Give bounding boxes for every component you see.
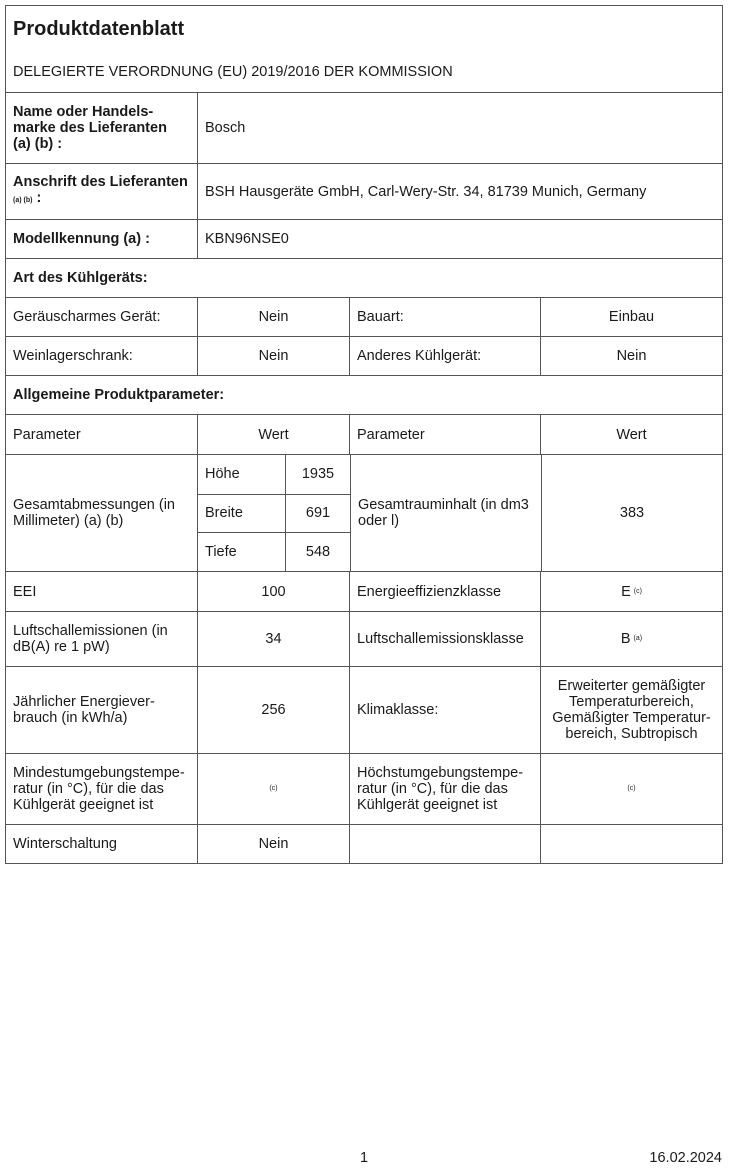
appliance-type-heading-row: [6, 258, 722, 297]
depth-label: Tiefe: [205, 544, 237, 561]
volume-value: 383: [541, 455, 722, 571]
supplier-name-value: Bosch: [197, 93, 722, 163]
dimensions-label: Gesamtabmessungen (in Millimeter) (a) (b): [13, 497, 175, 529]
noise-class-cell: B (a): [540, 612, 722, 666]
page-title: Produktdatenblatt: [13, 18, 185, 40]
max-temp-label: Höchstumgebungstempe-ratur (in °C), für die das Kühlgerät geeignet ist: [349, 754, 540, 824]
document-date: 16.02.2024: [649, 1150, 722, 1166]
col-value-header: Wert: [540, 415, 722, 454]
model-row: [6, 219, 722, 258]
energy-class-value: E: [621, 583, 631, 600]
label-line: [13, 190, 41, 209]
depth-value: 548: [285, 533, 350, 571]
min-temp-label: Mindestumgebungstempe-ratur (in °C), für die das Kühlgerät geeignet ist: [13, 765, 185, 813]
footnote-ref: (a) (b): [13, 197, 33, 204]
design-type-value: Einbau: [540, 298, 722, 336]
general-parameters-heading: Allgemeine Produktparameter:: [13, 387, 225, 403]
col-parameter-header: Parameter: [13, 426, 81, 443]
winter-setting-value: Nein: [197, 825, 349, 863]
climate-class-value: Erweiterter gemäßigter Temperaturbereich, Gemäßigter Temperatur-bereich, Subtropisch: [540, 667, 722, 753]
appliance-type-row: [6, 297, 722, 336]
supplier-name-row: [6, 92, 722, 163]
label-line: marke des Lieferanten: [13, 120, 167, 136]
noise-class-value: B: [620, 631, 631, 647]
width-value: 691: [285, 495, 350, 533]
model-value: KBN96NSE0: [197, 220, 722, 258]
design-type-label: Bauart:: [349, 298, 540, 336]
eei-label: EEI: [13, 583, 37, 600]
volume-label: Gesamtrauminhalt (in dm3 oder l): [350, 455, 541, 571]
dimension-width-row: [198, 494, 350, 533]
winter-setting-label: Winterschaltung: [13, 836, 117, 852]
col-parameter-header: Parameter: [349, 415, 540, 454]
height-label: Höhe: [205, 466, 240, 483]
colon: :: [36, 190, 42, 206]
wine-storage-label: Weinlagerschrank:: [13, 348, 133, 364]
energy-class-label: Energieeffizienzklasse: [349, 572, 540, 611]
model-label: Modellkennung (a) :: [13, 231, 150, 247]
column-header-row: [6, 414, 722, 454]
annual-energy-row: [6, 666, 722, 753]
regulation-subtitle: DELEGIERTE VERORDNUNG (EU) 2019/2016 DER KOMMISSION: [13, 64, 453, 80]
energy-class-cell: E (c): [540, 572, 722, 611]
eei-row: [6, 571, 722, 611]
noise-value: 34: [197, 612, 349, 666]
annual-energy-value: 256: [197, 667, 349, 753]
supplier-name-label: [6, 93, 197, 163]
winter-row: [6, 824, 722, 863]
noise-class-label: Luftschallemissionsklasse: [349, 612, 540, 666]
label-line: (a) (b) :: [13, 136, 63, 152]
annual-energy-label: Jährlicher Energiever-brauch (in kWh/a): [13, 694, 155, 726]
max-temp-value: (c): [540, 754, 722, 824]
title-block: [6, 6, 722, 92]
appliance-type-heading: Art des Kühlgeräts:: [13, 270, 148, 286]
supplier-address-row: [6, 163, 722, 219]
supplier-address-label: [6, 164, 197, 219]
low-noise-label: Geräuscharmes Gerät:: [13, 309, 161, 325]
dimension-height-row: [198, 455, 350, 494]
width-label: Breite: [205, 505, 243, 522]
empty-cell: [540, 825, 722, 863]
other-appliance-value: Nein: [540, 337, 722, 375]
wine-storage-value: Nein: [197, 337, 349, 375]
dimensions-row: [6, 454, 722, 571]
empty-cell: [349, 825, 540, 863]
low-noise-value: Nein: [197, 298, 349, 336]
other-appliance-label: Anderes Kühlgerät:: [349, 337, 540, 375]
dimension-depth-row: [198, 532, 350, 571]
general-heading-row: [6, 375, 722, 414]
height-value: 1935: [285, 455, 350, 494]
noise-row: [6, 611, 722, 666]
climate-class-label: Klimaklasse:: [349, 667, 540, 753]
label-line: Anschrift des Lieferanten: [13, 174, 188, 190]
label-line: Name oder Handels-: [13, 104, 154, 120]
appliance-type-row: [6, 336, 722, 375]
noise-label: Luftschallemissionen (in dB(A) re 1 pW): [13, 623, 168, 655]
eei-value: 100: [197, 572, 349, 611]
product-data-sheet: [5, 5, 723, 864]
dimensions-subtable: [197, 455, 350, 571]
min-temp-value: (c): [197, 754, 349, 824]
col-value-header: Wert: [197, 415, 349, 454]
supplier-address-value: BSH Hausgeräte GmbH, Carl-Wery-Str. 34, 81739 Munich, Germany: [197, 164, 722, 219]
page-number: 1: [360, 1150, 369, 1166]
ambient-temp-row: [6, 753, 722, 824]
